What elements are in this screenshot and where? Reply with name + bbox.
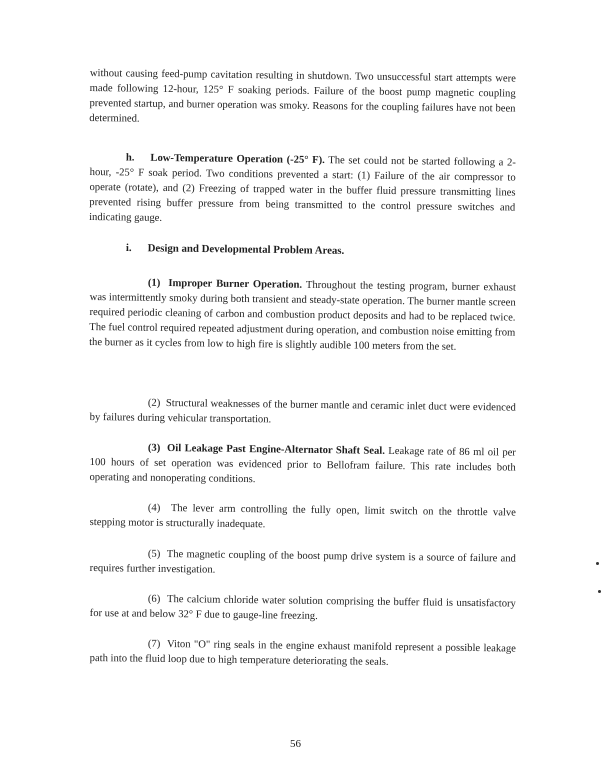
item-1-paragraph bbox=[89, 275, 516, 356]
item-4-number: (4) bbox=[147, 502, 161, 514]
section-h-body: The set could not be started following a 2-hour, -25° F soak period. Two conditions prevented a start: (1) Failure of the air compressor to operate (rotate), and (2) Freezing of trapped water in the buffer fluid pressure transmitting lines prevented rising buffer pressure from being transmitted to the control pressure switches and indicating gauge. bbox=[89, 155, 516, 224]
item-3-paragraph bbox=[89, 440, 516, 491]
continuation-paragraph: without causing feed-pump cavitation resulting in shutdown. Two unsuccessful start attempts were made following 12-hour, 125° F soaking periods. Failure of the boost pump magnetic coupling prevented startup, and burner operation was smoky. Reasons for the coupling failures have not been determined. bbox=[89, 67, 516, 125]
item-5-number: (5) bbox=[147, 548, 161, 560]
section-i-letter: i. bbox=[125, 242, 132, 255]
item-3-title: Oil Leakage Past Engine-Alternator Shaft Seal. bbox=[167, 443, 385, 457]
item-4-paragraph bbox=[90, 500, 516, 536]
item-1-title: Improper Burner Operation. bbox=[168, 278, 303, 291]
item-2-paragraph bbox=[90, 395, 516, 431]
section-h-letter: h. bbox=[125, 152, 135, 164]
section-i-heading bbox=[126, 242, 344, 257]
item-6-text: The calcium chloride water solution comprising the buffer fluid is unsatisfactory for use at and below 32° F due to gauge-line freezing. bbox=[89, 594, 516, 622]
section-i-title: Design and Developmental Problem Areas. bbox=[147, 242, 345, 257]
item-1-text: Throughout the testing program, burner exhaust was intermittently smoky during both transient and steady-state operation. The burner mantle screen required periodic cleaning of carbon and combustion product deposits and had to be replaced twice. The fuel control required repeated adjustment during operation, and combustion noise emitting from the burner as it cycles from low to high fire is slightly audible 100 meters from the set. bbox=[89, 279, 516, 353]
section-h-title: Low-Temperature Operation (-25° F). bbox=[150, 152, 325, 167]
page-number: 56 bbox=[290, 738, 301, 750]
scan-speck bbox=[598, 590, 601, 593]
item-1-number: (1) bbox=[147, 277, 161, 289]
item-4-text: The lever arm controlling the fully open, limit switch on the throttle valve stepping motor is structurally inadequate. bbox=[89, 503, 516, 531]
item-3-number: (3) bbox=[147, 442, 161, 454]
item-5-paragraph bbox=[90, 546, 516, 582]
item-2-text: Structural weaknesses of the burner mantle and ceramic inlet duct were evidenced by failures during vehicular transportation. bbox=[89, 397, 516, 426]
scan-speck bbox=[596, 562, 599, 565]
item-7-text: Viton "O" ring seals in the engine exhaust manifold represent a possible leakage path into the fluid loop due to high temperature deteriorating the seals. bbox=[89, 639, 516, 668]
item-7-paragraph bbox=[90, 636, 516, 672]
section-h-paragraph bbox=[89, 150, 516, 231]
item-3-text: Leakage rate of 86 ml oil per 100 hours of set operation was evidenced prior to Bellofram failure. This rate includes both operating and nonoperating conditions. bbox=[89, 445, 516, 486]
item-5-text: The magnetic coupling of the boost pump drive system is a source of failure and requires further investigation. bbox=[89, 549, 516, 576]
item-6-paragraph bbox=[90, 591, 516, 627]
item-2-number: (2) bbox=[147, 397, 161, 409]
item-6-number: (6) bbox=[147, 593, 161, 605]
item-7-number: (7) bbox=[147, 638, 161, 650]
